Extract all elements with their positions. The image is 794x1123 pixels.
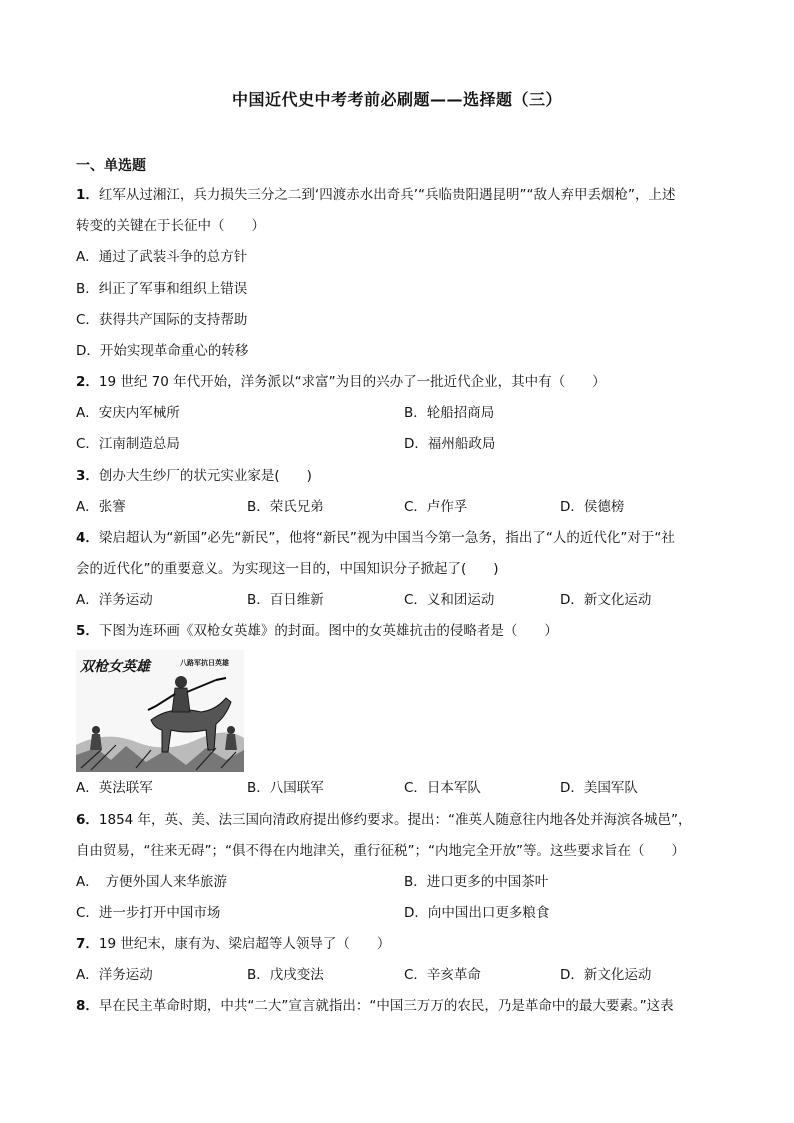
question-text: 19 世纪 70 年代开始，洋务派以“求富”为目的兴办了一批近代企业，其中有（ ） [98,374,606,390]
option-d: D．新文化运动 [560,967,652,983]
comic-subtitle: 八路军抗日英雄 [180,659,229,667]
question-number: 7． [76,936,99,952]
option-c: C．进一步打开中国市场 [76,905,221,921]
option-a: A．洋务运动 [76,592,153,608]
question-number: 8． [76,998,99,1014]
option-d: D．侯德榜 [560,499,625,515]
option-c: C．江南制造总局 [76,436,180,452]
question-number: 1． [76,187,99,203]
option-c: C．义和团运动 [404,592,495,608]
question-4-line-2: 会的近代化”的重要意义。为实现这一目的，中国知识分子掀起了( ) [76,561,499,577]
option-d: D．福州船政局 [404,436,496,452]
option-d: D．开始实现革命重心的转移 [76,343,249,359]
question-number: 4． [76,530,99,546]
question-number: 5． [76,623,99,639]
question-number: 6． [76,812,99,828]
question-8-line-1 [76,996,674,1016]
option-c: C．辛亥革命 [404,967,481,983]
question-text: 19 世纪末，康有为、梁启超等人领导了（ ） [98,936,391,952]
option-b: B．百日维新 [247,592,324,608]
option-b: B．轮船招商局 [404,405,495,421]
question-2-line-1 [76,372,606,392]
option-a: A．通过了武装斗争的总方针 [76,249,248,265]
question-text: 下图为连环画《双枪女英雄》的封面。图中的女英雄抗击的侵略者是（ ） [98,623,558,639]
question-text: 早在民主革命时期，中共“二大”宣言就指出：“中国三万万的农民，乃是革命中的最大要素。”这表 [98,998,674,1014]
comic-cover-image [76,650,244,772]
option-a: A．安庆内军械所 [76,405,180,421]
question-7-line-1 [76,934,390,954]
question-text: 梁启超认为“新国”必先“新民”，他将“新民”视为中国当今第一急务，指出了“人的近代化”对于“社 [98,530,675,546]
question-1-line-1 [76,185,675,205]
page-title: 中国近代史中考考前必刷题——选择题（三） [231,90,562,109]
section-heading: 一、单选题 [76,158,146,174]
option-d: D．美国军队 [560,780,638,796]
question-text: 创办大生纱厂的状元实业家是( ) [98,468,312,484]
option-b: B．戊戌变法 [247,967,324,983]
option-a: A．英法联军 [76,780,153,796]
question-6-line-1 [76,810,692,830]
question-number: 2． [76,374,99,390]
question-number: 3． [76,468,99,484]
question-3-line-1 [76,466,312,486]
option-a: A． 方便外国人来华旅游 [76,874,227,890]
option-b: B．八国联军 [247,780,324,796]
question-1-line-2: 转变的关键在于长征中（ ） [76,218,265,234]
question-text: 红军从过湘江，兵力损失三分之二到‘四渡赤水出奇兵’“兵临贵阳遇昆明”“敌人弃甲丢烟枪”，上述 [98,187,676,203]
option-d: D．向中国出口更多粮食 [404,905,550,921]
option-c: C．卢作孚 [404,499,468,515]
comic-title: 双枪女英雄 [80,659,150,675]
question-text: 1854 年，英、美、法三国向清政府提出修约要求。提出：“准英人随意往内地各处并海滨各城邑”， [98,812,692,828]
option-c: C．获得共产国际的支持帮助 [76,312,248,328]
option-c: C．日本军队 [404,780,481,796]
question-5-line-1 [76,621,558,641]
question-6-line-2: 自由贸易，“往来无碍”；“俱不得在内地津关，重行征税”；“内地完全开放”等。这些要求旨在（ ） [76,843,685,859]
option-b: B．荣氏兄弟 [247,499,324,515]
option-a: A．张謇 [76,499,126,515]
option-d: D．新文化运动 [560,592,652,608]
question-4-line-1 [76,528,675,548]
option-a: A．洋务运动 [76,967,153,983]
option-b: B．进口更多的中国茶叶 [404,874,549,890]
option-b: B．纠正了军事和组织上错误 [76,281,248,297]
